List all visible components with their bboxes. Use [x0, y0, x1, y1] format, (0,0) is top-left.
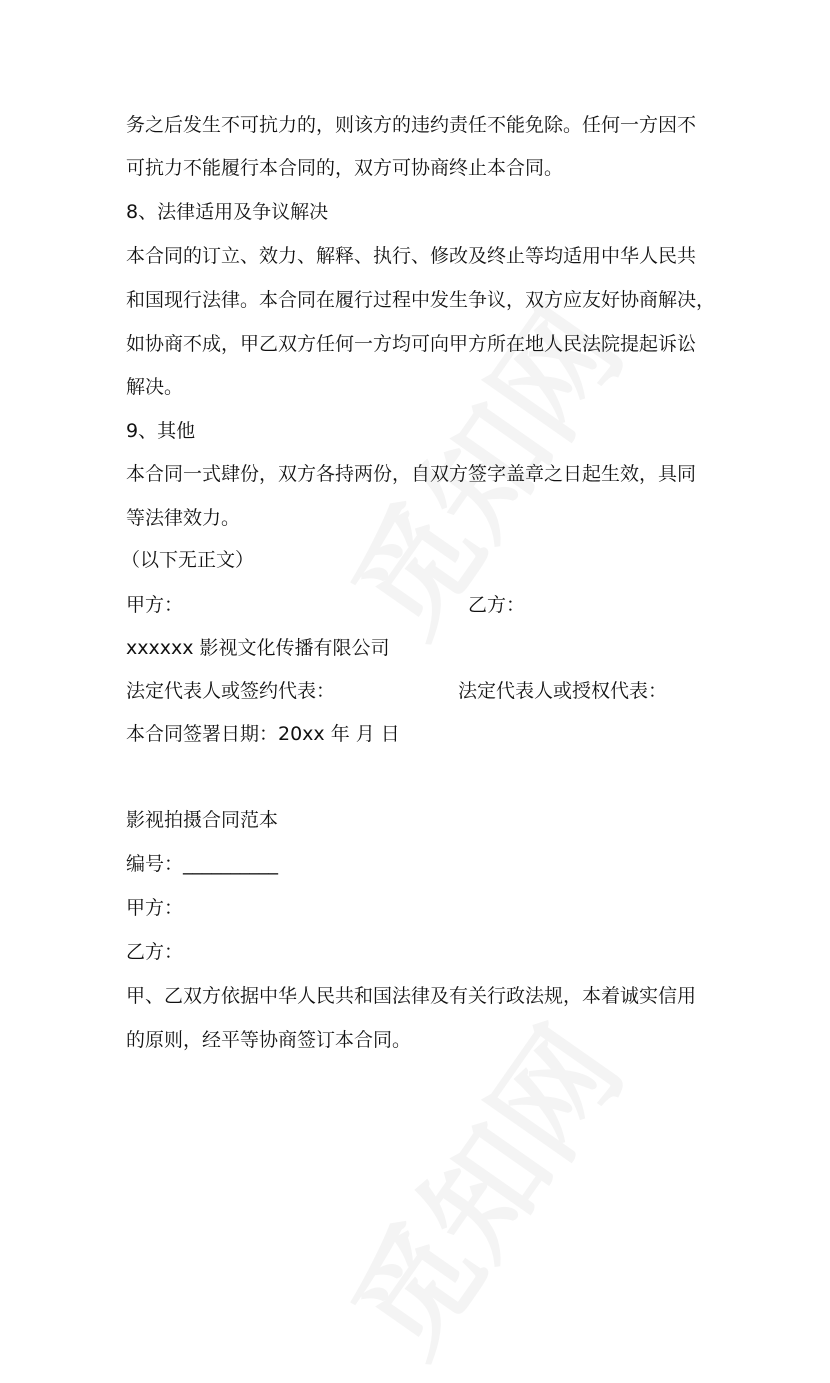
contract2-number: 编号：__________ [126, 853, 279, 875]
section8-line-4: 解决。 [126, 376, 184, 398]
section9-line-2: 等法律效力。 [126, 507, 241, 529]
contract2-party-a: 甲方： [126, 897, 184, 919]
section9-line-1: 本合同一式肆份，双方各持两份，自双方签字盖章之日起生效，具同 [126, 463, 697, 485]
contract2-intro-line-1: 甲、乙双方依据中华人民共和国法律及有关行政法规，本着诚实信用 [126, 985, 697, 1007]
party-a-rep: 法定代表人或签约代表： [126, 680, 336, 702]
contract2-intro-line-2: 的原则，经平等协商签订本合同。 [126, 1029, 412, 1051]
contract2-party-b: 乙方： [126, 941, 184, 963]
no-more-text: （以下无正文） [121, 549, 255, 571]
party-a-name: xxxxxx 影视文化传播有限公司 [126, 637, 390, 659]
section8-line-3: 如协商不成，甲乙双方任何一方均可向甲方所在地人民法院提起诉讼 [126, 333, 697, 355]
sign-date: 本合同签署日期：20xx 年 月 日 [126, 723, 400, 745]
section8-title: 8、法律适用及争议解决 [126, 201, 329, 223]
contract2-title: 影视拍摄合同范本 [126, 809, 279, 831]
party-b-rep: 法定代表人或授权代表： [458, 680, 668, 702]
force-majeure-line-1: 务之后发生不可抗力的，则该方的违约责任不能免除。任何一方因不 [126, 114, 697, 136]
section9-title: 9、其他 [126, 420, 196, 442]
party-a-label: 甲方： [126, 594, 184, 616]
force-majeure-line-2: 可抗力不能履行本合同的，双方可协商终止本合同。 [126, 157, 564, 179]
section8-line-1: 本合同的订立、效力、解释、执行、修改及终止等均适用中华人民共 [126, 245, 697, 267]
section8-line-2: 和国现行法律。本合同在履行过程中发生争议，双方应友好协商解决， [126, 289, 716, 311]
party-b-label: 乙方： [468, 594, 526, 616]
